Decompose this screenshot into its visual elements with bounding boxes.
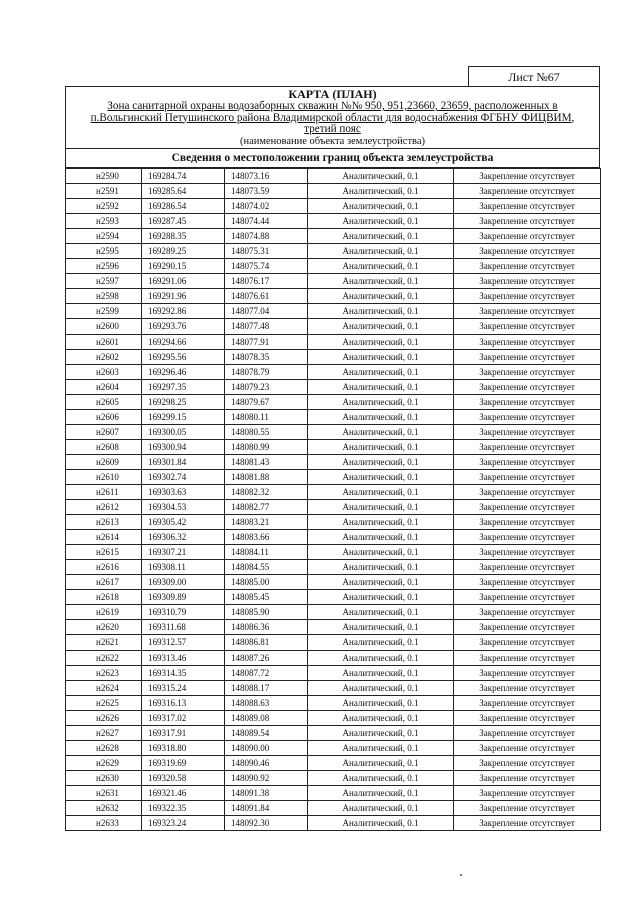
fixing-description: Закрепление отсутствует xyxy=(454,680,601,695)
object-name-line-1: Зона санитарной охраны водозаборных скважин №№ 950, 951,23660, 23659, расположенных в xyxy=(107,100,558,112)
fixing-description: Закрепление отсутствует xyxy=(454,530,601,545)
coord-x: 169311.68 xyxy=(142,620,225,635)
table-row xyxy=(66,680,601,695)
fixing-description: Закрепление отсутствует xyxy=(454,394,601,409)
point-number: н2626 xyxy=(66,710,142,725)
point-number: н2591 xyxy=(66,184,142,199)
coord-y: 148075.74 xyxy=(225,259,308,274)
method-accuracy: Аналитический, 0.1 xyxy=(308,740,454,755)
method-accuracy: Аналитический, 0.1 xyxy=(308,710,454,725)
table-row xyxy=(66,590,601,605)
table-row xyxy=(66,605,601,620)
coord-y: 148078.79 xyxy=(225,364,308,379)
coord-y: 148081.43 xyxy=(225,454,308,469)
method-accuracy: Аналитический, 0.1 xyxy=(308,665,454,680)
fixing-description: Закрепление отсутствует xyxy=(454,575,601,590)
point-number: н2624 xyxy=(66,680,142,695)
fixing-description: Закрепление отсутствует xyxy=(454,515,601,530)
coord-y: 148079.67 xyxy=(225,394,308,409)
table-row xyxy=(66,199,601,214)
table-row xyxy=(66,364,601,379)
table-row xyxy=(66,785,601,800)
point-number: н2625 xyxy=(66,695,142,710)
point-number: н2633 xyxy=(66,816,142,831)
coord-x: 169313.46 xyxy=(142,650,225,665)
coord-x: 169309.89 xyxy=(142,590,225,605)
method-accuracy: Аналитический, 0.1 xyxy=(308,439,454,454)
table-row xyxy=(66,349,601,364)
coord-y: 148080.99 xyxy=(225,439,308,454)
table-row xyxy=(66,740,601,755)
fixing-description: Закрепление отсутствует xyxy=(454,710,601,725)
table-row xyxy=(66,800,601,815)
coord-y: 148074.44 xyxy=(225,214,308,229)
coord-x: 169303.63 xyxy=(142,484,225,499)
point-number: н2631 xyxy=(66,785,142,800)
fixing-description: Закрепление отсутствует xyxy=(454,469,601,484)
coord-y: 148083.21 xyxy=(225,515,308,530)
point-number: н2628 xyxy=(66,740,142,755)
fixing-description: Закрепление отсутствует xyxy=(454,379,601,394)
coord-x: 169298.25 xyxy=(142,394,225,409)
fixing-description: Закрепление отсутствует xyxy=(454,304,601,319)
method-accuracy: Аналитический, 0.1 xyxy=(308,199,454,214)
method-accuracy: Аналитический, 0.1 xyxy=(308,500,454,515)
coord-y: 148085.90 xyxy=(225,605,308,620)
fixing-description: Закрепление отсутствует xyxy=(454,590,601,605)
point-number: н2607 xyxy=(66,424,142,439)
table-row xyxy=(66,319,601,334)
method-accuracy: Аналитический, 0.1 xyxy=(308,424,454,439)
section-title: Сведения о местоположении границ объекта землеустройства xyxy=(65,148,600,168)
coord-y: 148090.46 xyxy=(225,755,308,770)
coord-x: 169312.57 xyxy=(142,635,225,650)
coord-x: 169294.66 xyxy=(142,334,225,349)
method-accuracy: Аналитический, 0.1 xyxy=(308,620,454,635)
method-accuracy: Аналитический, 0.1 xyxy=(308,635,454,650)
point-number: н2619 xyxy=(66,605,142,620)
table-row xyxy=(66,289,601,304)
point-number: н2618 xyxy=(66,590,142,605)
method-accuracy: Аналитический, 0.1 xyxy=(308,214,454,229)
point-number: н2603 xyxy=(66,364,142,379)
fixing-description: Закрепление отсутствует xyxy=(454,560,601,575)
coord-y: 148079.23 xyxy=(225,379,308,394)
table-row xyxy=(66,439,601,454)
table-row xyxy=(66,755,601,770)
coord-y: 148087.26 xyxy=(225,650,308,665)
fixing-description: Закрепление отсутствует xyxy=(454,364,601,379)
table-row xyxy=(66,424,601,439)
coord-x: 169306.32 xyxy=(142,530,225,545)
method-accuracy: Аналитический, 0.1 xyxy=(308,590,454,605)
table-row xyxy=(66,725,601,740)
table-row xyxy=(66,665,601,680)
fixing-description: Закрепление отсутствует xyxy=(454,439,601,454)
coord-y: 148083.66 xyxy=(225,530,308,545)
fixing-description: Закрепление отсутствует xyxy=(454,334,601,349)
coord-x: 169305.42 xyxy=(142,515,225,530)
coord-y: 148073.16 xyxy=(225,169,308,184)
point-number: н2614 xyxy=(66,530,142,545)
method-accuracy: Аналитический, 0.1 xyxy=(308,349,454,364)
coord-x: 169286.54 xyxy=(142,199,225,214)
coord-x: 169318.80 xyxy=(142,740,225,755)
fixing-description: Закрепление отсутствует xyxy=(454,665,601,680)
coord-x: 169322.35 xyxy=(142,800,225,815)
coord-y: 148081.88 xyxy=(225,469,308,484)
table-row xyxy=(66,184,601,199)
coord-y: 148089.08 xyxy=(225,710,308,725)
coord-x: 169309.00 xyxy=(142,575,225,590)
coordinates-table xyxy=(65,168,601,831)
point-number: н2630 xyxy=(66,770,142,785)
point-number: н2592 xyxy=(66,199,142,214)
coord-x: 169290.15 xyxy=(142,259,225,274)
coord-x: 169315.24 xyxy=(142,680,225,695)
method-accuracy: Аналитический, 0.1 xyxy=(308,274,454,289)
coord-y: 148090.92 xyxy=(225,770,308,785)
point-number: н2602 xyxy=(66,349,142,364)
coord-y: 148084.55 xyxy=(225,560,308,575)
coord-x: 169287.45 xyxy=(142,214,225,229)
point-number: н2604 xyxy=(66,379,142,394)
point-number: н2620 xyxy=(66,620,142,635)
table-row xyxy=(66,515,601,530)
point-number: н2597 xyxy=(66,274,142,289)
method-accuracy: Аналитический, 0.1 xyxy=(308,680,454,695)
method-accuracy: Аналитический, 0.1 xyxy=(308,289,454,304)
method-accuracy: Аналитический, 0.1 xyxy=(308,725,454,740)
method-accuracy: Аналитический, 0.1 xyxy=(308,755,454,770)
table-row xyxy=(66,484,601,499)
coord-x: 169289.25 xyxy=(142,244,225,259)
table-row xyxy=(66,500,601,515)
table-row xyxy=(66,229,601,244)
point-number: н2622 xyxy=(66,650,142,665)
point-number: н2596 xyxy=(66,259,142,274)
coord-y: 148075.31 xyxy=(225,244,308,259)
scan-speck xyxy=(460,874,462,876)
table-row xyxy=(66,650,601,665)
coord-x: 169291.96 xyxy=(142,289,225,304)
coord-y: 148089.54 xyxy=(225,725,308,740)
coord-x: 169300.05 xyxy=(142,424,225,439)
coord-x: 169285.64 xyxy=(142,184,225,199)
point-number: н2601 xyxy=(66,334,142,349)
method-accuracy: Аналитический, 0.1 xyxy=(308,394,454,409)
method-accuracy: Аналитический, 0.1 xyxy=(308,545,454,560)
point-number: н2590 xyxy=(66,169,142,184)
method-accuracy: Аналитический, 0.1 xyxy=(308,319,454,334)
fixing-description: Закрепление отсутствует xyxy=(454,800,601,815)
coord-y: 148076.17 xyxy=(225,274,308,289)
coord-y: 148085.00 xyxy=(225,575,308,590)
method-accuracy: Аналитический, 0.1 xyxy=(308,770,454,785)
point-number: н2627 xyxy=(66,725,142,740)
coord-x: 169296.46 xyxy=(142,364,225,379)
object-name-line-3: третий пояс xyxy=(304,123,361,135)
point-number: н2612 xyxy=(66,500,142,515)
point-number: н2605 xyxy=(66,394,142,409)
table-row xyxy=(66,409,601,424)
method-accuracy: Аналитический, 0.1 xyxy=(308,364,454,379)
coord-y: 148084.11 xyxy=(225,545,308,560)
fixing-description: Закрепление отсутствует xyxy=(454,725,601,740)
coord-x: 169320.58 xyxy=(142,770,225,785)
coord-y: 148090.00 xyxy=(225,740,308,755)
method-accuracy: Аналитический, 0.1 xyxy=(308,650,454,665)
fixing-description: Закрепление отсутствует xyxy=(454,545,601,560)
coord-x: 169310.79 xyxy=(142,605,225,620)
table-row xyxy=(66,259,601,274)
coord-x: 169317.02 xyxy=(142,710,225,725)
document-header xyxy=(65,86,600,148)
object-name-line-2: п.Вольгинский Петушинского района Владимирской области для водоснабжения ФГБНУ ФИЦВИМ, xyxy=(90,111,575,124)
table-row xyxy=(66,379,601,394)
method-accuracy: Аналитический, 0.1 xyxy=(308,785,454,800)
table-row xyxy=(66,816,601,831)
point-number: н2621 xyxy=(66,635,142,650)
coord-y: 148085.45 xyxy=(225,590,308,605)
fixing-description: Закрепление отсутствует xyxy=(454,259,601,274)
table-row xyxy=(66,169,601,184)
point-number: н2611 xyxy=(66,484,142,499)
coord-y: 148076.61 xyxy=(225,289,308,304)
coord-x: 169323.24 xyxy=(142,816,225,831)
coord-y: 148092.30 xyxy=(225,816,308,831)
table-row xyxy=(66,244,601,259)
fixing-description: Закрепление отсутствует xyxy=(454,409,601,424)
point-number: н2606 xyxy=(66,409,142,424)
method-accuracy: Аналитический, 0.1 xyxy=(308,530,454,545)
fixing-description: Закрепление отсутствует xyxy=(454,289,601,304)
coord-x: 169314.35 xyxy=(142,665,225,680)
sheet-number: Лист №67 xyxy=(468,66,600,86)
coord-y: 148088.17 xyxy=(225,680,308,695)
table-row xyxy=(66,620,601,635)
fixing-description: Закрепление отсутствует xyxy=(454,785,601,800)
method-accuracy: Аналитический, 0.1 xyxy=(308,259,454,274)
point-number: н2593 xyxy=(66,214,142,229)
coord-x: 169317.91 xyxy=(142,725,225,740)
coord-y: 148077.91 xyxy=(225,334,308,349)
method-accuracy: Аналитический, 0.1 xyxy=(308,469,454,484)
fixing-description: Закрепление отсутствует xyxy=(454,605,601,620)
method-accuracy: Аналитический, 0.1 xyxy=(308,454,454,469)
point-number: н2632 xyxy=(66,800,142,815)
method-accuracy: Аналитический, 0.1 xyxy=(308,304,454,319)
table-row xyxy=(66,695,601,710)
coord-x: 169295.56 xyxy=(142,349,225,364)
coord-x: 169293.76 xyxy=(142,319,225,334)
coord-x: 169291.06 xyxy=(142,274,225,289)
fixing-description: Закрепление отсутствует xyxy=(454,319,601,334)
table-row xyxy=(66,454,601,469)
fixing-description: Закрепление отсутствует xyxy=(454,770,601,785)
coord-y: 148080.11 xyxy=(225,409,308,424)
point-number: н2623 xyxy=(66,665,142,680)
method-accuracy: Аналитический, 0.1 xyxy=(308,695,454,710)
coord-y: 148080.55 xyxy=(225,424,308,439)
fixing-description: Закрепление отсутствует xyxy=(454,184,601,199)
coord-y: 148091.38 xyxy=(225,785,308,800)
document-title: КАРТА (ПЛАН) xyxy=(288,87,377,101)
coord-x: 169299.15 xyxy=(142,409,225,424)
coord-x: 169307.21 xyxy=(142,545,225,560)
method-accuracy: Аналитический, 0.1 xyxy=(308,515,454,530)
coord-y: 148086.81 xyxy=(225,635,308,650)
fixing-description: Закрепление отсутствует xyxy=(454,214,601,229)
coord-x: 169292.86 xyxy=(142,304,225,319)
coord-x: 169321.46 xyxy=(142,785,225,800)
point-number: н2600 xyxy=(66,319,142,334)
object-name-caption: (наименование объекта землеустройства) xyxy=(239,135,426,147)
table-row xyxy=(66,304,601,319)
coord-x: 169284.74 xyxy=(142,169,225,184)
coord-x: 169304.53 xyxy=(142,500,225,515)
coord-y: 148077.48 xyxy=(225,319,308,334)
coord-y: 148086.36 xyxy=(225,620,308,635)
coord-y: 148091.84 xyxy=(225,800,308,815)
fixing-description: Закрепление отсутствует xyxy=(454,755,601,770)
point-number: н2599 xyxy=(66,304,142,319)
method-accuracy: Аналитический, 0.1 xyxy=(308,484,454,499)
table-row xyxy=(66,545,601,560)
coord-y: 148082.32 xyxy=(225,484,308,499)
coord-y: 148088.63 xyxy=(225,695,308,710)
coord-x: 169301.84 xyxy=(142,454,225,469)
fixing-description: Закрепление отсутствует xyxy=(454,650,601,665)
table-row xyxy=(66,530,601,545)
point-number: н2598 xyxy=(66,289,142,304)
coord-y: 148082.77 xyxy=(225,500,308,515)
fixing-description: Закрепление отсутствует xyxy=(454,484,601,499)
point-number: н2610 xyxy=(66,469,142,484)
coord-y: 148087.72 xyxy=(225,665,308,680)
coord-x: 169300.94 xyxy=(142,439,225,454)
point-number: н2629 xyxy=(66,755,142,770)
coord-x: 169308.11 xyxy=(142,560,225,575)
fixing-description: Закрепление отсутствует xyxy=(454,199,601,214)
coord-x: 169288.35 xyxy=(142,229,225,244)
fixing-description: Закрепление отсутствует xyxy=(454,500,601,515)
table-row xyxy=(66,635,601,650)
method-accuracy: Аналитический, 0.1 xyxy=(308,334,454,349)
coord-x: 169302.74 xyxy=(142,469,225,484)
fixing-description: Закрепление отсутствует xyxy=(454,349,601,364)
fixing-description: Закрепление отсутствует xyxy=(454,244,601,259)
method-accuracy: Аналитический, 0.1 xyxy=(308,169,454,184)
fixing-description: Закрепление отсутствует xyxy=(454,635,601,650)
method-accuracy: Аналитический, 0.1 xyxy=(308,229,454,244)
fixing-description: Закрепление отсутствует xyxy=(454,695,601,710)
point-number: н2594 xyxy=(66,229,142,244)
point-number: н2615 xyxy=(66,545,142,560)
table-row xyxy=(66,214,601,229)
table-row xyxy=(66,469,601,484)
fixing-description: Закрепление отсутствует xyxy=(454,229,601,244)
method-accuracy: Аналитический, 0.1 xyxy=(308,816,454,831)
coord-x: 169319.69 xyxy=(142,755,225,770)
point-number: н2609 xyxy=(66,454,142,469)
coord-y: 148073.59 xyxy=(225,184,308,199)
coord-x: 169316.13 xyxy=(142,695,225,710)
fixing-description: Закрепление отсутствует xyxy=(454,620,601,635)
table-row xyxy=(66,770,601,785)
point-number: н2616 xyxy=(66,560,142,575)
coord-y: 148074.02 xyxy=(225,199,308,214)
coord-x: 169297.35 xyxy=(142,379,225,394)
method-accuracy: Аналитический, 0.1 xyxy=(308,184,454,199)
fixing-description: Закрепление отсутствует xyxy=(454,424,601,439)
table-row xyxy=(66,274,601,289)
method-accuracy: Аналитический, 0.1 xyxy=(308,605,454,620)
fixing-description: Закрепление отсутствует xyxy=(454,454,601,469)
table-row xyxy=(66,334,601,349)
method-accuracy: Аналитический, 0.1 xyxy=(308,379,454,394)
coord-y: 148077.04 xyxy=(225,304,308,319)
point-number: н2617 xyxy=(66,575,142,590)
coord-y: 148074.88 xyxy=(225,229,308,244)
fixing-description: Закрепление отсутствует xyxy=(454,169,601,184)
fixing-description: Закрепление отсутствует xyxy=(454,740,601,755)
method-accuracy: Аналитический, 0.1 xyxy=(308,575,454,590)
table-row xyxy=(66,394,601,409)
method-accuracy: Аналитический, 0.1 xyxy=(308,244,454,259)
coord-y: 148078.35 xyxy=(225,349,308,364)
point-number: н2608 xyxy=(66,439,142,454)
method-accuracy: Аналитический, 0.1 xyxy=(308,409,454,424)
table-row xyxy=(66,560,601,575)
fixing-description: Закрепление отсутствует xyxy=(454,816,601,831)
table-row xyxy=(66,575,601,590)
method-accuracy: Аналитический, 0.1 xyxy=(308,560,454,575)
point-number: н2595 xyxy=(66,244,142,259)
table-row xyxy=(66,710,601,725)
point-number: н2613 xyxy=(66,515,142,530)
fixing-description: Закрепление отсутствует xyxy=(454,274,601,289)
method-accuracy: Аналитический, 0.1 xyxy=(308,800,454,815)
